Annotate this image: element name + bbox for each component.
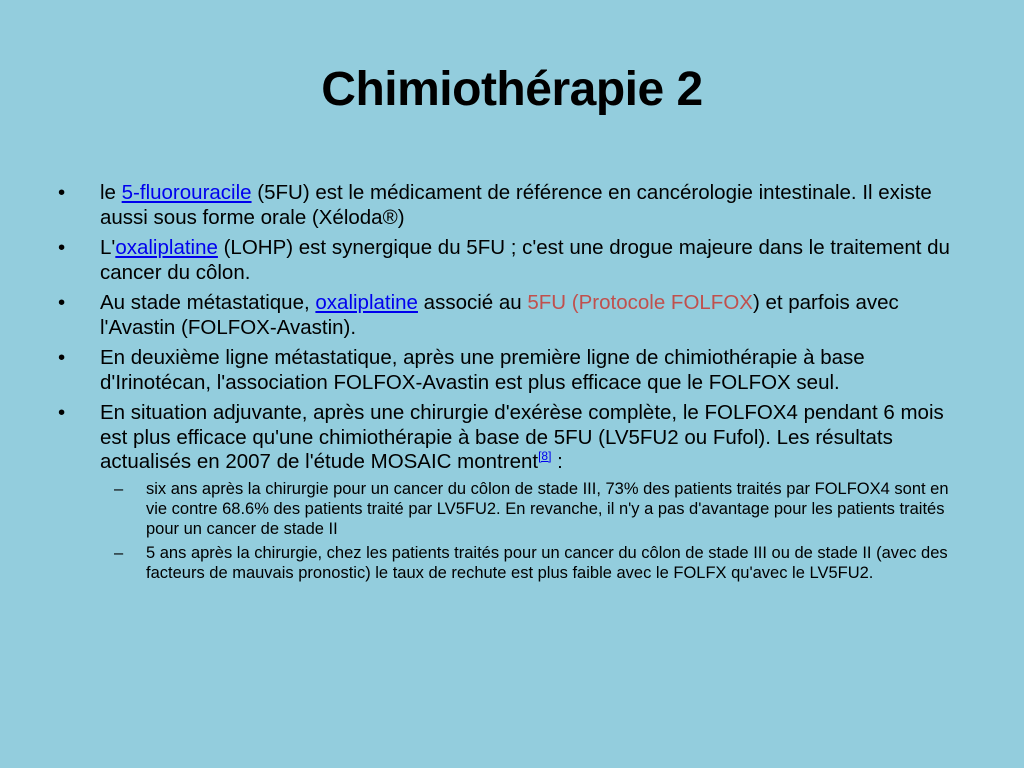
bullet-text-post: : (551, 450, 563, 473)
bullet-icon: • (58, 181, 66, 204)
slide-content (56, 181, 974, 589)
slide-title: Chimiothérapie 2 (321, 63, 703, 116)
link-oxaliplatine[interactable]: oxaliplatine (115, 236, 218, 259)
sub-bullet-text: 5 ans après la chirurgie, chez les patients traités pour un cancer du côlon de stade III ou de stade II (avec des facteurs de mauvais pronostic) le taux de rechute est plus faible avec le FOLFX qu'avec le LV5FU2. (146, 543, 948, 582)
bullet-icon: • (58, 346, 66, 369)
bullet-text-post: (LOHP) est synergique du 5FU ; c'est une drogue majeure dans le traitement du cancer du côlon. (100, 236, 950, 284)
bullet-item-3 (56, 291, 974, 340)
link-oxaliplatine-2[interactable]: oxaliplatine (315, 291, 418, 314)
dash-icon: – (114, 543, 124, 562)
dash-icon: – (114, 479, 124, 498)
bullet-icon: • (58, 236, 66, 259)
bullet-icon: • (58, 291, 66, 314)
bullet-text-post: (5FU) est le médicament de référence en cancérologie intestinale. Il existe aussi sous forme orale (Xéloda®) (100, 181, 932, 229)
bullet-text-pre: L' (100, 236, 116, 259)
bullet-text-pre: Au stade métastatique, (100, 291, 316, 314)
sub-bullet-item-2 (100, 543, 974, 583)
bullet-item-5 (56, 401, 974, 583)
bullet-text-pre: En situation adjuvante, après une chirurgie d'exérèse complète, le FOLFOX4 pendant 6 mois est plus efficace qu'une chimiothérapie à base de 5FU (LV5FU2 ou Fufol). Les résultats actualisés en 2007 de l'étude MOSAIC montrent (100, 401, 944, 473)
sub-bullet-text: six ans après la chirurgie pour un cancer du côlon de stade III, 73% des patients traités par FOLFOX4 sont en vie contre 68.6% des patients traité par LV5FU2. En revanche, il n'y a pas d'avantage pour les patients traités pour un cancer de stade II (146, 479, 949, 538)
bullet-item-4 (56, 346, 974, 395)
bullet-text-post: ) et parfois avec l'Avastin (FOLFOX-Avastin). (100, 291, 899, 339)
bullet-text-mid: associé au (417, 291, 528, 314)
bullet-list (56, 181, 974, 583)
link-folfox-protocol[interactable]: 5FU (Protocole FOLFOX (527, 291, 753, 314)
sub-bullet-item-1 (100, 479, 974, 539)
bullet-item-1 (56, 181, 974, 230)
reference-superscript (538, 449, 551, 463)
bullet-text: En deuxième ligne métastatique, après une première ligne de chimiothérapie à base d'Irinotécan, l'association FOLFOX-Avastin est plus efficace que le FOLFOX seul. (100, 346, 865, 394)
bullet-icon: • (58, 401, 66, 424)
bullet-text-pre: le (100, 181, 122, 204)
bullet-item-2 (56, 236, 974, 285)
sub-bullet-list (100, 479, 974, 583)
link-5-fluorouracile[interactable]: 5-fluorouracile (121, 181, 252, 204)
reference-link-8[interactable]: [8] (538, 449, 552, 463)
